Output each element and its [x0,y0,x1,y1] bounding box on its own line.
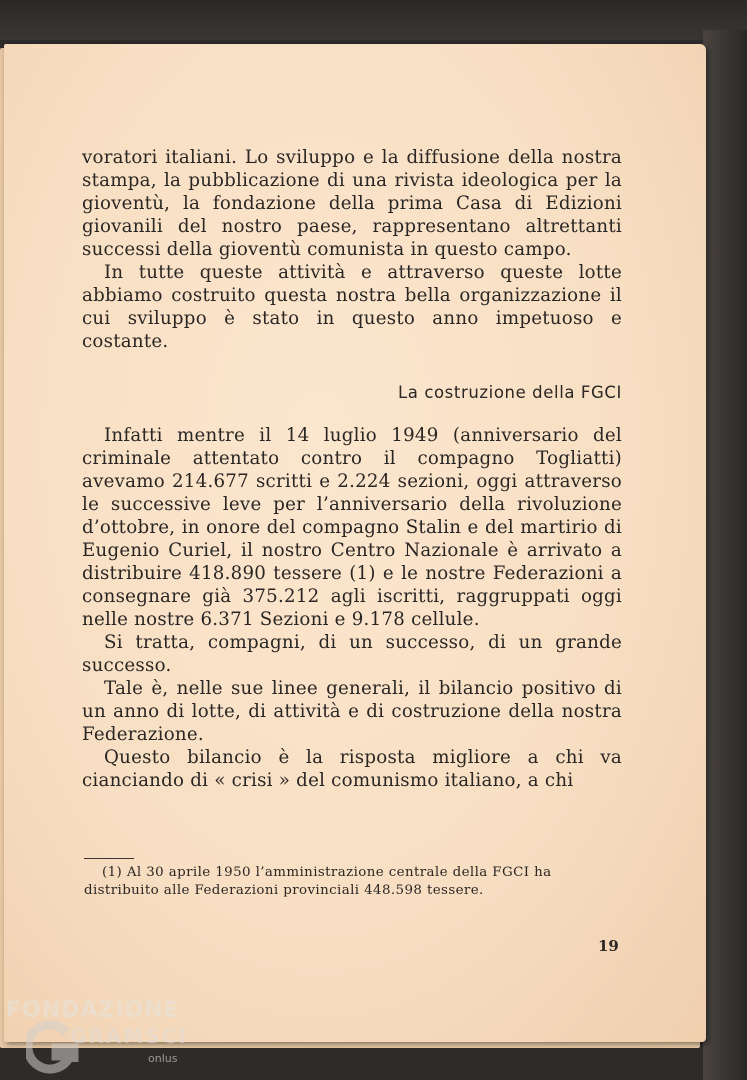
section-heading: La costruzione della FGCI [397,383,622,402]
paragraph: In tutte queste attività e attraverso queste lotte abbiamo costruito questa nostra bella organizzazione il cui sviluppo è stato in questo anno impetuoso e costante. [82,262,622,352]
watermark-line1: FONDAZIONE [6,998,180,1023]
watermark-sub: onlus [148,1052,178,1065]
page-number: 19 [598,937,619,955]
paragraph: voratori italiani. Lo sviluppo e la diffusione della nostra stampa, la pubblicazione di una rivista ideologica per la gioventù, la fondazione della prima Casa di Edizioni giovanili del nostro paese, rappresentano altrettanti successi della gioventù comunista in questo campo. [82,147,622,260]
paragraph: Tale è, nelle sue linee generali, il bilancio positivo di un anno di lotte, di attività e di costruzione della nostra Federazione. [82,678,622,745]
paragraph: Infatti mentre il 14 luglio 1949 (anniversario del criminale attentato contro il compagno Togliatti) avevamo 214.677 scritti e 2.224 sezioni, oggi attraverso le successive leve per l’anniversario della rivoluzione d’ottobre, in onore del compagno Stalin e del martirio di Eugenio Curiel, il nostro Centro Nazionale è arrivato a distribuire 418.890 tessere (1) e le nostre Federazioni a consegnare già 375.212 agli iscritti, raggruppati oggi nelle nostre 6.371 Sezioni e 9.178 cellule. [82,425,622,630]
footnote: (1) Al 30 aprile 1950 l’amministrazione centrale della FGCI ha distribuito alle Federazioni provinciali 448.598 tessere. [84,865,552,898]
footnote-divider [84,858,134,859]
paragraph: Si tratta, compagni, di un successo, di un grande successo. [82,632,622,676]
watermark [6,998,206,1078]
scan-background-top [0,0,747,40]
paragraph: Questo bilancio è la risposta migliore a chi va cianciando di « crisi » del comunismo italiano, a chi [82,747,622,791]
watermark-line2: GRAMSCI [70,1024,188,1048]
page-body [82,146,622,792]
book-edge [703,30,747,1080]
